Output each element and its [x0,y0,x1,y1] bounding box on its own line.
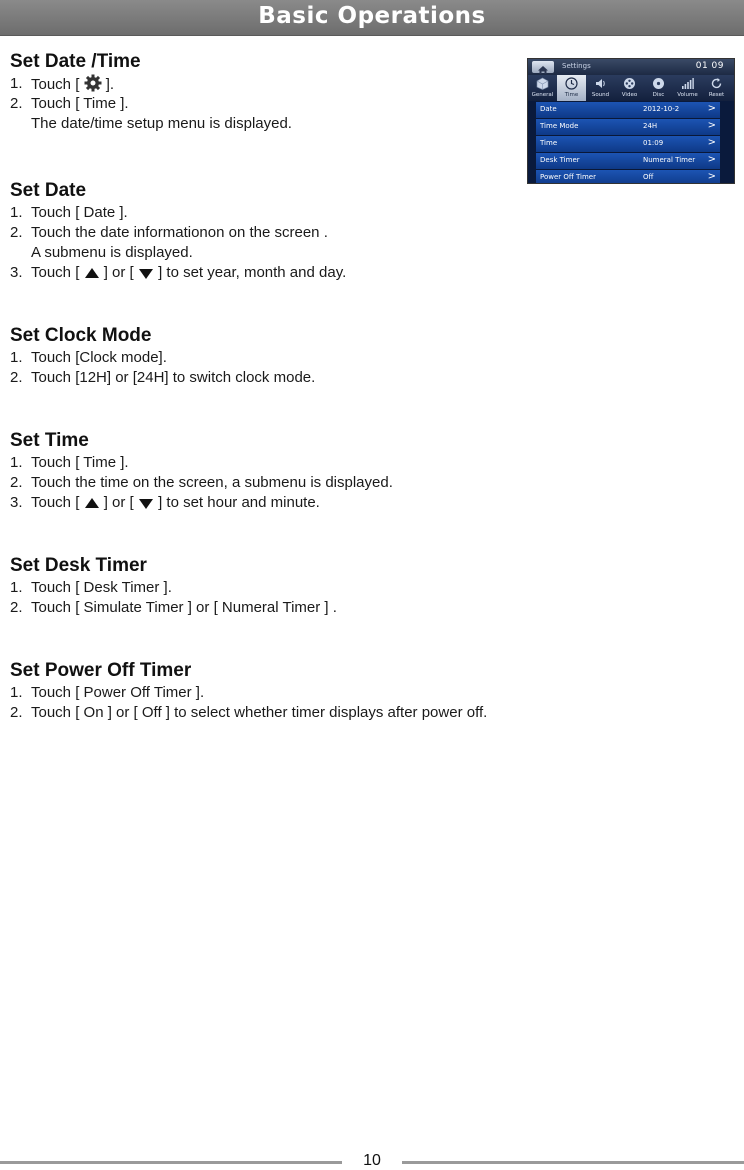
tab-volume: Volume [673,75,702,101]
footer-rule-left [0,1161,342,1164]
step: 1. Touch [ Date ]. [10,204,128,221]
step: 3. Touch [ ] or [ ] to set year, month and day. [10,263,530,283]
settings-row: Date 2012-10-2 > [536,102,720,119]
settings-row: Time 01:09 > [536,136,720,153]
screen-clock: 01 09 [695,61,724,71]
step: 2. Touch the date informationon on the screen . [10,224,328,241]
step: 1. Touch [Clock mode]. [10,349,167,366]
step-continuation: The date/time setup menu is displayed. [31,115,292,132]
settings-row: Time Mode 24H > [536,119,720,136]
chevron-right-icon: > [707,137,716,148]
page-number: 10 [363,1152,381,1169]
step: 1. Touch [ Power Off Timer ]. [10,684,205,701]
step: 1. Touch [ Desk Timer ]. [10,579,172,596]
step-continuation: A submenu is displayed. [31,244,193,261]
step: 1. Touch [ Time ]. [10,454,129,471]
footer-rule-right [402,1161,744,1164]
reset-icon [710,77,723,90]
home-button [532,61,554,73]
section-title: Set Clock Mode [10,325,152,346]
screen-top-bar [528,59,734,75]
step: 1. Touch [ ]. [10,74,530,94]
tab-sound: Sound [586,75,615,101]
step: 2. Touch [ On ] or [ Off ] to select whether timer displays after power off. [10,704,488,721]
tab-reset: Reset [702,75,731,101]
step: 2. Touch [ Time ]. [10,95,129,112]
section-set-power-off-timer [10,659,610,723]
settings-screenshot [527,58,735,184]
chevron-right-icon: > [707,171,716,182]
section-title: Set Time [10,430,89,451]
settings-list [536,102,720,184]
section-title: Set Power Off Timer [10,660,192,681]
settings-row: Desk Timer Numeral Timer > [536,153,720,170]
section-set-desk-timer [10,554,530,618]
speaker-icon [594,77,607,90]
down-arrow-icon [138,266,154,286]
section-title: Set Date [10,180,87,201]
film-reel-icon [623,77,636,90]
tab-general: General [528,75,557,101]
chevron-right-icon: > [707,120,716,131]
down-arrow-icon [138,496,154,516]
volume-bars-icon [681,77,694,90]
step: 3. Touch [ ] or [ ] to set hour and minute. [10,493,530,513]
section-set-time [10,429,530,513]
clock-icon [565,77,578,90]
chevron-right-icon: > [707,103,716,114]
section-title: Set Date /Time [10,51,141,72]
section-set-date-time [10,50,530,134]
up-arrow-icon [84,496,100,516]
up-arrow-icon [84,266,100,286]
page-header [0,0,744,36]
disc-icon [652,77,665,90]
page-title: Basic Operations [258,3,486,29]
screen-title: Settings [562,62,591,70]
cube-icon [536,77,549,90]
section-set-date [10,179,530,283]
tab-time: Time [557,75,586,101]
settings-row: Power Off Timer Off > [536,170,720,184]
chevron-right-icon: > [707,154,716,165]
tab-video: Video [615,75,644,101]
tab-disc: Disc [644,75,673,101]
step: 2. Touch the time on the screen, a submenu is displayed. [10,474,393,491]
section-set-clock-mode [10,324,530,388]
screen-tab-bar [528,75,734,101]
step: 2. Touch [12H] or [24H] to switch clock mode. [10,369,316,386]
section-title: Set Desk Timer [10,555,147,576]
step: 2. Touch [ Simulate Timer ] or [ Numeral Timer ] . [10,599,337,616]
